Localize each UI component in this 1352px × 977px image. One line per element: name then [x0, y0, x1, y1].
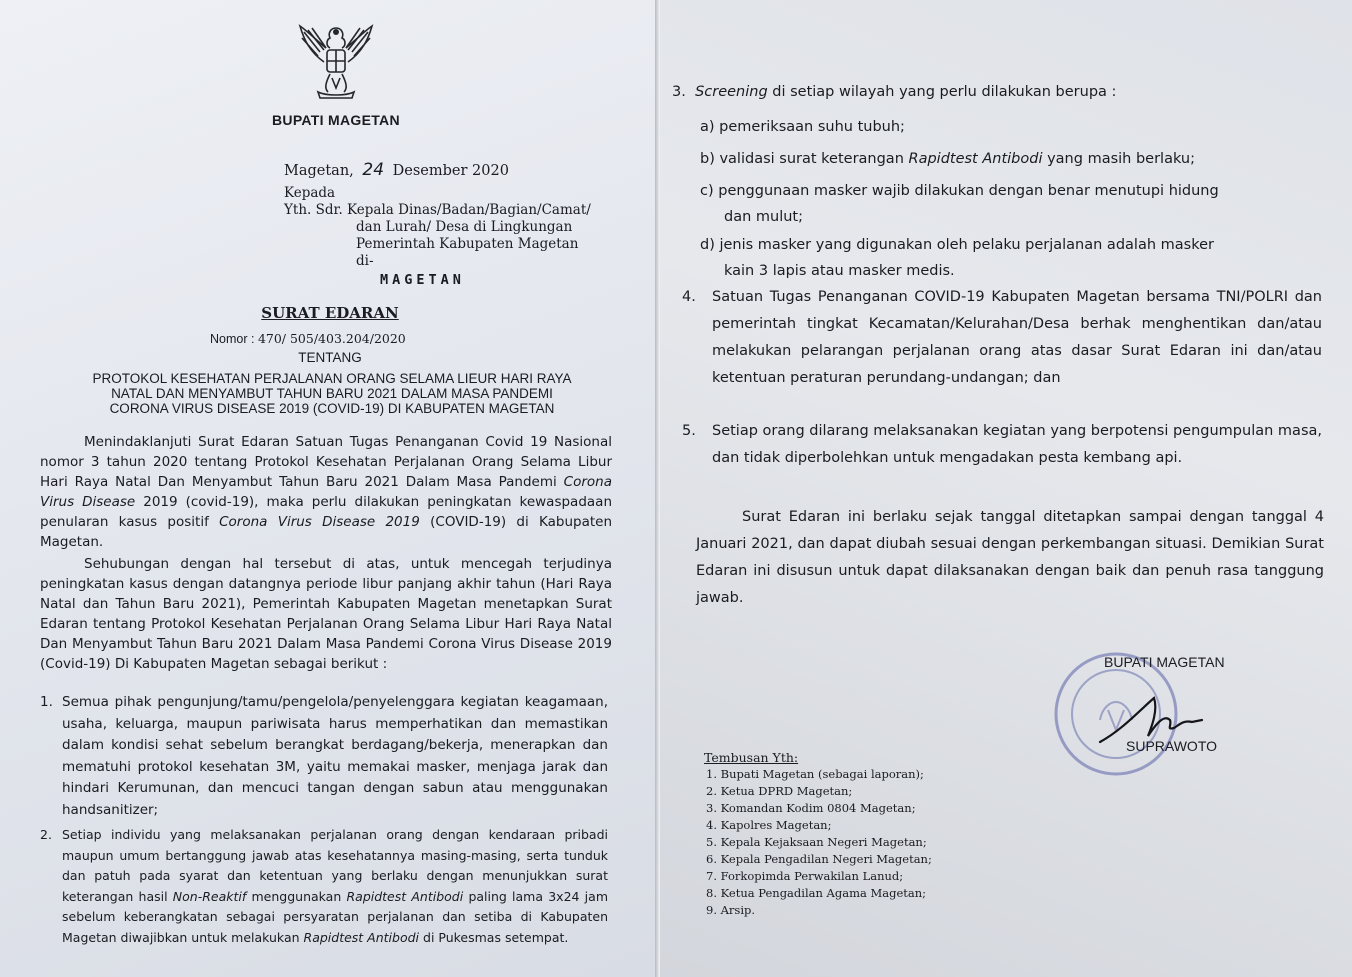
sub-d-line-1: d) jenis masker yang digunakan oleh pelaku perjalanan adalah masker [700, 237, 1214, 253]
list-item-5-text: Setiap orang dilarang melaksanakan kegiatan yang berpotensi pengumpulan masa, dan tidak diperbolehkan untuk mengadakan pesta kembang api. [712, 423, 1322, 466]
nomor-label: Nomor : [210, 332, 255, 346]
tembusan-list [706, 766, 932, 919]
sub-b-text-3: yang masih berlaku; [1047, 151, 1195, 167]
list-item-1-number: 1. [40, 694, 53, 710]
document-subject [52, 371, 612, 416]
recipient-address [284, 185, 591, 289]
paragraph-2 [40, 554, 612, 674]
list-item-5 [682, 418, 1322, 472]
tembusan-item: 6. Kepala Pengadilan Negeri Magetan; [706, 852, 932, 866]
subject-line-1: PROTOKOL KESEHATAN PERJALANAN ORANG SELAMA LIEUR HARI RAYA [92, 371, 572, 386]
list-item-4-text: Satuan Tugas Penanganan COVID-19 Kabupaten Magetan bersama TNI/POLRI dan pemerintah tingkat Kecamatan/Kelurahan/Desa berhak menghentikan dan/atau melakukan pelarangan perjalanan orang atas dasar Surat Edaran ini dan/atau ketentuan peraturan perundang-undangan; dan [712, 289, 1322, 386]
list-item-1 [40, 692, 608, 821]
tentang-label: TENTANG [298, 350, 362, 365]
p1-text-a: Menindaklanjuti Surat Edaran Satuan Tugas Penanganan Covid 19 Nasional nomor 3 tahun 2020 tentang Protokol Kesehatan Perjalanan Orang Selama Libur Hari Raya Natal Dan Menyambut Tahun Baru 2021 Dalam Masa Pandemi [40, 434, 612, 490]
p2-text: Sehubungan dengan hal tersebut di atas, untuk mencegah terjudinya peningkatan kasus dengan datangnya periode libur panjang akhir tahun (Hari Raya Natal dan Tahun Baru 2021), Pemerintah Kabupaten Magetan menetapkan Surat Edaran tentang Protokol Kesehatan Perjalanan Orang Selama Libur Hari Raya Natal Dan Menyambut Tahun Baru 2021 Dalam Masa Pandemi Corona Virus Disease 2019 (Covid-19) Di Kabupaten Magetan sebagai berikut : [40, 556, 612, 672]
subject-line-2: NATAL DAN MENYAMBUT TAHUN BARU 2021 DALAM MASA PANDEMI [111, 386, 553, 401]
document-title: SURAT EDARAN [261, 304, 399, 322]
letter-page-left [0, 0, 660, 977]
list-item-5-number: 5. [682, 423, 696, 439]
tembusan-item: 7. Forkopimda Perwakilan Lanud; [706, 869, 904, 883]
left-numbered-list [40, 692, 608, 948]
closing-text: Surat Edaran ini berlaku sejak tanggal ditetapkan sampai dengan tanggal 4 Januari 2021, dan dapat diubah sesuai dengan perkembangan situasi. Demikian Surat Edaran ini disusun untuk dapat dilaksanakan dengan baik dan penuh rasa tanggung jawab. [696, 509, 1324, 606]
item2-text-c: menggunakan [251, 888, 342, 904]
list-item-4 [682, 284, 1322, 392]
item2-text-e: paling lama 3x24 jam sebelum keberangkatan sebagai persyaratan perjalanan dan setiba di Kabupaten Magetan diwajibkan untuk melakukan [62, 888, 608, 945]
date-month-year: Desember 2020 [392, 163, 509, 179]
subject-line-3: CORONA VIRUS DISEASE 2019 (COVID-19) DI KABUPATEN MAGETAN [109, 401, 555, 416]
letterhead-office: BUPATI MAGETAN [272, 112, 400, 128]
item2-text-f: Rapidtest Antibodi [303, 929, 420, 945]
list-item-2 [40, 825, 608, 948]
document-number [210, 331, 406, 346]
sub-b-text-1: b) validasi surat keterangan [700, 151, 904, 167]
signatory-office: BUPATI MAGETAN [1104, 654, 1225, 670]
sub-d-line-2: kain 3 lapis atau masker medis. [724, 263, 955, 279]
list-item-2-text [62, 825, 608, 948]
nomor-value: 470/ 505/403.204/2020 [257, 331, 406, 346]
closing-paragraph [696, 504, 1324, 612]
date-city: Magetan, [284, 163, 354, 179]
tembusan-item: 1. Bupati Magetan (sebagai laporan); [706, 767, 924, 781]
item3-text-b: di setiap wilayah yang perlu dilakukan berupa : [772, 84, 1117, 100]
address-line-4: di- [356, 253, 374, 269]
garuda-emblem-icon [296, 18, 376, 102]
list-item-3 [672, 84, 1292, 100]
p1-text-e: (COVID-19) di Kabupaten Magetan. [40, 514, 613, 550]
item2-text-d: Rapidtest Antibodi [346, 888, 464, 904]
date-day: 24 [362, 160, 385, 180]
address-line-3: Pemerintah Kabupaten Magetan [356, 236, 579, 252]
item2-text-a: Setiap individu yang melaksanakan perjalanan orang dengan kendaraan pribadi maupun umum bertanggung jawab atas kesehatannya masing-masing, serta tunduk dan patuh pada syarat dan ketentuan yang berlaku dengan menunjukkan surat keterangan hasil [62, 827, 608, 904]
address-line-2: dan Lurah/ Desa di Lingkungan [356, 219, 573, 235]
sub-item-c [700, 178, 1300, 230]
list-item-2-number: 2. [40, 827, 52, 842]
sub-item-d [700, 232, 1300, 284]
tembusan-item: 2. Ketua DPRD Magetan; [706, 784, 853, 798]
sub-c-line-2: dan mulut; [724, 209, 803, 225]
tembusan-item: 4. Kapolres Magetan; [706, 818, 832, 832]
sub-b-text-2: Rapidtest Antibodi [908, 151, 1043, 167]
list-item-1-text: Semua pihak pengunjung/tamu/pengelola/penyelenggara kegiatan keagamaan, usaha, keluarga, maupun pariwisata harus memperhatikan dan memastikan dalam kondisi sehat sebelum berangkat berdagang/bekerja, menerapkan dan mematuhi protokol kesehatan 3M, yaitu memakai masker, menjaga jarak dan hindari Kerumunan, dan mencuci tangan dengan sabun atau menggunakan handsanitizer; [62, 694, 608, 818]
letter-date [284, 160, 509, 180]
paragraph-1 [40, 432, 612, 552]
item3-text-a: Screening [695, 84, 768, 100]
tembusan-item: 5. Kepala Kejaksaan Negeri Magetan; [706, 835, 927, 849]
item2-text-g: di Pukesmas setempat. [423, 929, 569, 945]
list-item-3-number: 3. [672, 84, 686, 100]
letter-page-right [660, 0, 1352, 977]
tembusan-item: 9. Arsip. [706, 903, 756, 917]
p1-text-b: Corona Virus Disease [40, 474, 612, 510]
signatory-name: SUPRAWOTO [1126, 738, 1218, 754]
tembusan-item: 8. Ketua Pengadilan Agama Magetan; [706, 886, 927, 900]
item2-text-b: Non-Reaktif [172, 888, 247, 904]
address-kepada: Kepada [284, 185, 336, 201]
tembusan-item: 3. Komandan Kodim 0804 Magetan; [706, 801, 916, 815]
sub-item-b [700, 146, 1195, 172]
address-city: MAGETAN [380, 272, 465, 288]
tembusan-title: Tembusan Yth: [704, 750, 799, 765]
address-line-1: Yth. Sdr. Kepala Dinas/Badan/Bagian/Camat/ [284, 202, 591, 218]
sub-item-a: a) pemeriksaan suhu tubuh; [700, 119, 905, 135]
p1-text-d: Corona Virus Disease 2019 [219, 514, 420, 530]
list-item-4-number: 4. [682, 289, 696, 305]
sub-c-line-1: c) penggunaan masker wajib dilakukan dengan benar menutupi hidung [700, 183, 1219, 199]
p1-text-c: 2019 (covid-19), maka perlu dilakukan peningkatan kewaspadaan penularan kasus positif [40, 494, 613, 530]
